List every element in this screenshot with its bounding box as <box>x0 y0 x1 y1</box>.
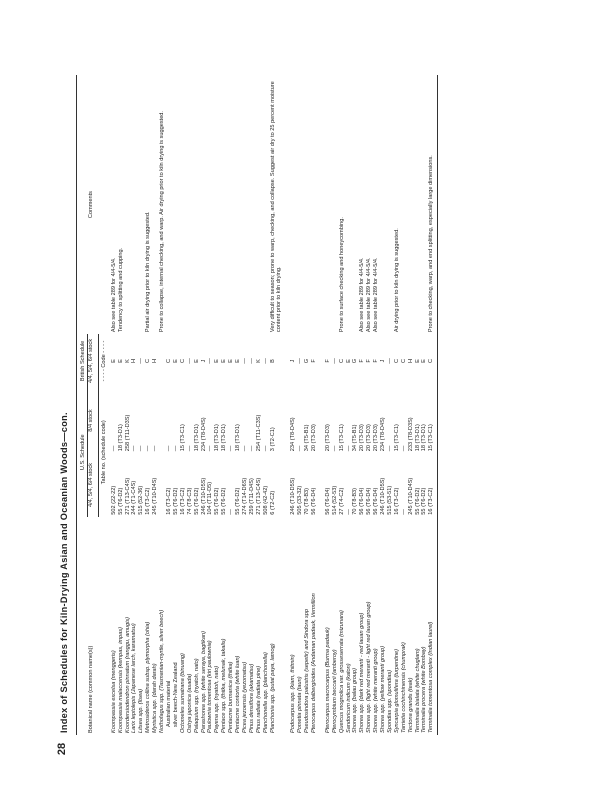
british-code-cell: E <box>117 359 124 363</box>
british-code-cell: — <box>241 358 248 364</box>
table-row <box>394 75 401 735</box>
us-schedule-4-4-cell: 244 (T1-C4S) <box>131 480 138 515</box>
comment-cell <box>332 75 339 334</box>
comment-cell <box>249 75 256 334</box>
us-schedule-4-4-cell: 6 (T2-C2) <box>269 490 276 515</box>
comment-cell <box>187 75 194 334</box>
british-code-cell: — <box>297 358 304 364</box>
comment-cell <box>221 75 228 334</box>
comment-cell <box>352 75 359 334</box>
table-row <box>131 75 138 735</box>
comment-cell <box>387 75 394 334</box>
us-schedule-8-4-cell: — <box>248 445 255 452</box>
us-schedule-4-4-cell: 16 (T3-C2) <box>179 487 186 515</box>
comment-cell <box>207 75 214 334</box>
british-code-cell: C <box>165 358 172 363</box>
table-row <box>366 75 373 735</box>
table-row <box>346 75 353 735</box>
us-schedule-4-4-cell: 246 (T10-D5S) <box>380 477 387 515</box>
us-schedule-4-4-cell: 55 (T6-D2) <box>221 487 228 515</box>
page-number: 28 <box>56 742 69 756</box>
botanical-name-cell: Planchonella spp. (planchonella) <box>262 652 269 733</box>
table-row <box>152 75 159 735</box>
table-row <box>235 75 242 735</box>
us-schedule-8-4-cell: 18 (T3-D1) <box>117 424 124 452</box>
comment-cell <box>325 75 332 334</box>
us-schedule-8-4-cell: 15 (T3-C1) <box>428 424 435 452</box>
table-row <box>145 75 152 735</box>
us-schedule-8-4-cell: — <box>262 445 269 452</box>
us-schedule-4-4-cell: 55 (T6-D2) <box>117 487 124 515</box>
us-schedule-4-4-cell: 246 (T10-D5S) <box>290 477 297 515</box>
us-schedule-4-4-cell: 56 (T6-D4) <box>359 487 366 515</box>
table-row <box>159 75 166 735</box>
british-code-cell: E <box>172 359 179 363</box>
comment-cell: Also see table 289 for 4/4-5/4. <box>366 257 373 333</box>
botanical-name-cell: Pometia pinnata (taun) <box>297 676 304 733</box>
us-schedule-4-4-cell: 271 (T13-C4S) <box>255 477 262 515</box>
table-row <box>352 75 359 735</box>
us-schedule-4-4-cell: 70 (T8-B3) <box>304 487 311 515</box>
british-code-cell: C <box>400 358 407 363</box>
us-schedule-4-4-cell <box>159 453 166 516</box>
table-row <box>408 75 415 735</box>
british-code-cell: H <box>152 358 159 363</box>
us-schedule-4-4-cell: 16 (T3-C2) <box>428 487 435 515</box>
us-schedule-4-4-cell: — <box>400 509 407 515</box>
comment-cell: Tendency to splitting and cupping. <box>117 247 124 333</box>
us-schedule-8-4-cell: — <box>400 445 407 452</box>
table-row <box>194 75 201 735</box>
header-comments: Comments <box>77 75 99 334</box>
botanical-name-cell: Shorea spp. (balau group) <box>352 668 359 733</box>
us-schedule-4-4-cell: 502 (22-22) <box>110 485 117 515</box>
table-row <box>166 75 173 735</box>
us-schedule-8-4-cell: 15 (T3-C1) <box>338 424 345 452</box>
comment-cell <box>290 75 297 334</box>
bottom-rule <box>437 75 438 735</box>
us-schedule-8-4-cell: 15 (T3-C1) <box>179 424 186 452</box>
british-code-cell: E <box>235 359 242 363</box>
header-us-4-4-stock: 4/4, 5/4, 6/4 stock <box>87 453 98 516</box>
us-schedule-8-4-cell: 34 (T5-B1) <box>304 424 311 452</box>
botanical-name-cell: Pinus densiflora (akamatsu) <box>248 663 255 733</box>
us-schedule-8-4-cell: 20 (T3-D3) <box>366 424 373 452</box>
botanical-name-cell: Nothofagus spp. (Tasmanian-myrtle, silver beech) <box>159 609 166 733</box>
us-schedule-4-4-cell: 27 (T4-C2) <box>338 487 345 515</box>
botanical-name-cell: Metrosideros collina subsp. plymorpha (ohia) <box>145 621 152 733</box>
us-schedule-8-4-cell: — <box>110 445 117 452</box>
botanical-name-cell: Australian material <box>165 680 172 727</box>
comment-cell <box>138 75 145 334</box>
comment-cell <box>380 75 387 334</box>
table-row <box>256 75 263 735</box>
botanical-name-cell: Picea jezoensis (yezomatsu) <box>241 661 248 733</box>
british-code-cell: — <box>331 358 338 364</box>
comment-cell <box>235 75 242 334</box>
comment-cell <box>166 75 173 334</box>
table-row <box>428 75 435 735</box>
us-schedule-8-4-cell: 234 (T8-D4S) <box>380 417 387 452</box>
british-code-cell: F <box>373 359 380 363</box>
comment-cell <box>415 75 422 334</box>
us-schedule-8-4-cell: 3 (T2-C1) <box>269 427 276 452</box>
header-british-stock: 4/4, 5/4, 6/4 stock <box>87 334 98 388</box>
table-row <box>380 75 387 735</box>
british-code-cell: F <box>359 359 366 363</box>
us-schedule-8-4-cell: — <box>131 445 138 452</box>
us-schedule-4-4-cell: 259 (T11-D4S) <box>248 478 255 515</box>
us-schedule-8-4-cell: 234 (T8-D4S) <box>200 417 207 452</box>
us-schedule-4-4-cell: 55 (T6-D2) <box>172 487 179 515</box>
british-code-cell: K <box>255 359 262 363</box>
comment-cell: Very difficult to season; prone to warp, checking, and collapse. Suggest air dry to 25 percent moisture content prior to kiln drying. <box>269 81 283 333</box>
us-schedule-4-4-cell: 508 (42-42) <box>262 485 269 515</box>
table-row <box>242 75 249 735</box>
us-schedule-4-4-cell: 55 (T6-D2) <box>214 487 221 515</box>
botanical-name-cell: Shorea spp. (dark red meranti - red lauan group) <box>359 612 366 733</box>
botanical-name-cell: Sandoricum indicum (katon) <box>345 663 352 733</box>
british-code-cell: — <box>248 358 255 364</box>
us-schedule-8-4-cell: 34 (T5-B1) <box>352 424 359 452</box>
us-schedule-4-4-cell: 55 (T6-D2) <box>193 487 200 515</box>
british-code-cell: G <box>352 358 359 364</box>
us-schedule-8-4-cell: — <box>172 445 179 452</box>
table-row <box>304 75 311 735</box>
us-schedule-4-4-cell: 271 (T13-C4S) <box>124 477 131 515</box>
us-schedule-4-4-cell: 56 (T6-D4) <box>373 487 380 515</box>
botanical-name-cell: Octomeles sumatrana (binuang) <box>179 653 186 733</box>
british-code-cell: C <box>145 358 152 363</box>
comment-cell: Prone to collapse, internal checking, and warp. Air drying prior to kiln drying is suggested. <box>159 111 166 333</box>
table-row <box>325 75 332 735</box>
us-schedule-8-4-cell: — <box>228 445 235 452</box>
table-row <box>263 75 270 735</box>
british-code-cell: E <box>414 359 421 363</box>
botanical-name-cell: Pterocarpus dalbergioides (Andaman padauk, Vermillion <box>310 593 317 733</box>
us-schedule-8-4-cell: 18 (T3-D1) <box>421 424 428 452</box>
british-code-cell: B <box>269 359 276 363</box>
table-row <box>373 75 380 735</box>
british-code-cell: J <box>200 359 207 363</box>
botanical-name-cell: silver beech-New Zealand <box>172 662 179 727</box>
us-schedule-8-4-cell: — <box>186 445 193 452</box>
comment-cell <box>180 75 187 334</box>
us-schedule-8-4-cell: — <box>207 445 214 452</box>
table-body <box>98 75 435 735</box>
us-schedule-4-4-cell: 515 (53-51) <box>386 485 393 515</box>
botanical-name-cell: Ostrya japonica (asada) <box>186 673 193 733</box>
us-schedule-8-4-cell: — <box>138 445 145 452</box>
botanical-name-cell: Koordersiodendron pinnatum (ranggu, amugis) <box>124 617 131 733</box>
us-schedule-8-4-cell: 20 (T3-D3) <box>373 424 380 452</box>
botanical-name-cell: Syncarpia glomulifera (turpentine) <box>393 649 400 733</box>
us-schedule-8-4-cell: 18 (T3-D1) <box>235 424 242 452</box>
comment-cell <box>256 75 263 334</box>
header-us-schedule: U.S. Schedule <box>77 388 88 517</box>
kiln-schedule-table <box>76 75 435 735</box>
us-schedule-8-4-cell: 233 (T8-D3S) <box>407 417 414 452</box>
table-row <box>125 75 132 735</box>
us-schedule-4-4-cell: 246 (T10-D5S) <box>200 477 207 515</box>
british-code-cell: C <box>393 358 400 363</box>
botanical-name-cell: Paulownia tomentosa (kiri paulownia) <box>207 640 214 733</box>
british-code-cell: E <box>214 359 221 363</box>
us-schedule-4-4-cell: 70 (T8-B3) <box>352 487 359 515</box>
table-row <box>207 75 214 735</box>
british-code-cell: J <box>380 359 387 363</box>
us-schedule-8-4-cell: 234 (T8-D4S) <box>290 417 297 452</box>
us-schedule-8-4-cell: — <box>386 445 393 452</box>
us-schedule-8-4-cell: 20 (T3-D3) <box>359 424 366 452</box>
us-schedule-4-4-cell: 56 (T6-D4) <box>366 487 373 515</box>
table-row <box>118 75 125 735</box>
british-code-cell: E <box>110 359 117 363</box>
british-code-cell: — <box>186 358 193 364</box>
botanical-name-cell: Larix leptolepis (Japanese larch, karamatsu) <box>131 623 138 733</box>
botanical-name-cell: Myristica spp. (darah darah) <box>152 663 159 733</box>
table-row <box>249 75 256 735</box>
botanical-name-cell: Pinus radiata (radiata pine) <box>255 665 262 733</box>
us-schedule-8-4-cell: — <box>152 445 159 452</box>
us-caption: Table no. (schedule code) <box>100 420 107 485</box>
us-schedule-8-4-cell: 254 (T11-C3S) <box>255 414 262 452</box>
british-code-cell: — <box>207 358 214 364</box>
british-code-cell: F <box>324 359 331 363</box>
us-schedule-4-4-cell: 104 (T11-D5) <box>207 481 214 515</box>
us-schedule-4-4-cell: 16 (T3-C2) <box>393 487 400 515</box>
us-schedule-8-4-cell <box>159 388 166 453</box>
us-schedule-8-4-cell: — <box>345 445 352 452</box>
botanical-name-cell: Terminalia tomentosa complex (Indian laurel) <box>428 621 435 733</box>
us-schedule-4-4-cell: 245 (T10-D4S) <box>407 477 414 515</box>
botanical-name-cell: Palaquium spp. (nyatoh, nato) <box>193 658 200 733</box>
comment-cell: Also see table 289 for 4/4-5/4. <box>373 257 380 333</box>
botanical-name-cell: Litsea spp. (Ilsea) <box>138 688 145 733</box>
comment-cell: Partial air drying prior to kiln drying is suggested. <box>145 211 152 333</box>
us-schedule-4-4-cell: — <box>228 509 235 515</box>
comment-cell: Also see table 289 for 4/4-5/4. <box>110 257 117 333</box>
header-british-schedule: British Schedule <box>77 334 88 388</box>
table-row <box>339 75 346 735</box>
table-row <box>228 75 235 735</box>
botanical-name-cell: Pentacme burmanica (thitka) <box>228 661 235 733</box>
us-schedule-8-4-cell: — <box>145 445 152 452</box>
row-spacer <box>318 75 325 735</box>
comment-cell <box>421 75 428 334</box>
header-us-8-4-stock: 8/4 stock <box>87 388 98 453</box>
table-row <box>270 75 284 735</box>
british-code-cell: F <box>366 359 373 363</box>
table-row <box>401 75 408 735</box>
botanical-name-cell: Shorea spp. (light red meranti - light red lauan group) <box>366 601 373 733</box>
us-schedule-8-4-cell: 18 (T3-D1) <box>214 424 221 452</box>
comment-cell <box>131 75 138 334</box>
us-schedule-4-4-cell: — <box>345 509 352 515</box>
botanical-name-cell: Spondias spp. (spondias) <box>386 669 393 733</box>
table-row <box>290 75 297 735</box>
british-code-cell: K <box>124 359 131 363</box>
british-code-cell: H <box>407 358 414 363</box>
british-code-cell: F <box>310 359 317 363</box>
british-code-cell: — <box>262 358 269 364</box>
page-title: Index of Schedules for Kiln-Drying Asian and Oceanian Woods—con. <box>59 412 69 733</box>
comment-cell <box>228 75 235 334</box>
table-row <box>311 75 318 735</box>
us-schedule-4-4-cell: 274 (T14-D6S) <box>241 477 248 515</box>
comment-cell: Prone to surface checking and honeycombing. <box>338 217 345 333</box>
botanical-name-cell: Podocarpus spp. (kiam, thitmin) <box>290 654 297 733</box>
botanical-name-cell: Pentacme contorta (white luan) <box>235 655 242 733</box>
botanical-name-cell: Pseudosindora palustris (sepetir) and Sindora spp <box>304 608 311 733</box>
comment-cell <box>152 75 159 334</box>
us-schedule-8-4-cell: — <box>297 445 304 452</box>
us-schedule-4-4-cell: 505 (33-32) <box>297 485 304 515</box>
table-row <box>415 75 422 735</box>
us-schedule-8-4-cell: 20 (T3-D3) <box>324 424 331 452</box>
table-row <box>201 75 208 735</box>
british-code-cell: E <box>228 359 235 363</box>
british-code-cell: C <box>428 358 435 363</box>
british-code-cell: C <box>179 358 186 363</box>
botanical-name-cell: Tarrietia cochinchinensis (chumprak) <box>400 642 407 733</box>
comment-cell <box>297 75 304 334</box>
table-row <box>421 75 428 735</box>
table-row <box>180 75 187 735</box>
table-row <box>138 75 145 735</box>
rotated-page-content <box>58 75 578 735</box>
british-code-cell: E <box>221 359 228 363</box>
botanical-name-cell: Koompassia malaccensis (kempas, impas) <box>117 626 124 733</box>
botanical-name-cell: Pterocymbium beccarii (amberoy) <box>331 649 338 733</box>
comment-cell <box>194 75 201 334</box>
british-code-cell: — <box>138 358 145 364</box>
comment-cell <box>401 75 408 334</box>
comment-cell: Also see table 289 for 4/4-5/4. <box>359 257 366 333</box>
botanical-name-cell: Tectona grandis (teak) <box>407 677 414 733</box>
british-code-cell: — <box>386 358 393 364</box>
comment-cell: Air drying prior to kiln drying is suggested. <box>393 228 400 333</box>
british-code-cell: E <box>193 359 200 363</box>
british-code-cell: H <box>131 358 138 363</box>
botanical-name-cell: Planchonia spp. (putat paya, lamog) <box>269 643 276 733</box>
table-row <box>111 75 118 735</box>
british-code-cell: J <box>290 359 297 363</box>
table-row <box>214 75 221 735</box>
botanical-name-cell: Quercus mognolica var. grosseserrata (mizunara) <box>338 610 345 733</box>
botanical-name-cell: Payena spp. (nyatoh, nato) <box>214 665 221 733</box>
comment-cell <box>263 75 270 334</box>
british-code-cell: E <box>421 359 428 363</box>
botanical-name-cell: Pentace spp. (thitka, melunak, takalis) <box>221 638 228 733</box>
us-schedule-4-4-cell: 56 (T6-D4) <box>310 487 317 515</box>
comment-cell <box>173 75 180 334</box>
table-row <box>297 75 304 735</box>
us-schedule-8-4-cell: — <box>331 445 338 452</box>
botanical-name-cell: Parashorea spp. (white seraya, bagtikan) <box>200 631 207 733</box>
botanical-name-cell: Pterocarpus macrocarpus (Burma padauk) <box>324 627 331 733</box>
table-row <box>221 75 228 735</box>
table-row <box>387 75 394 735</box>
us-schedule-8-4-cell: 15 (T3-C1) <box>393 424 400 452</box>
table-row <box>173 75 180 735</box>
british-code-cell: E <box>345 359 352 363</box>
british-code-cell: G <box>304 358 311 364</box>
british-code-cell <box>159 334 166 388</box>
us-schedule-4-4-cell: 245 (T10-D4S) <box>152 477 159 515</box>
botanical-name-cell: Terminalia bialata (white chuglam) <box>414 648 421 733</box>
us-schedule-4-4-cell: 55 (T6-D2) <box>414 487 421 515</box>
comment-cell: Prone to checking, warp, and end splitting, especially large dimensions. <box>428 155 435 333</box>
table-row <box>332 75 339 735</box>
us-schedule-4-4-cell: 515 (52-36) <box>138 485 145 515</box>
comment-cell <box>408 75 415 334</box>
table-row <box>187 75 194 735</box>
comment-cell <box>214 75 221 334</box>
us-schedule-4-4-cell: 74 (T8-C3) <box>186 487 193 515</box>
us-schedule-8-4-cell: 18 (T3-D1) <box>221 424 228 452</box>
comment-cell <box>346 75 353 334</box>
table-row <box>359 75 366 735</box>
us-schedule-8-4-cell: 18 (T3-D1) <box>414 424 421 452</box>
header-botanical-name: Botanical name (common name(s)) <box>77 517 99 735</box>
us-schedule-4-4-cell: 16 (T3-C2) <box>145 487 152 515</box>
us-schedule-8-4-cell: 18 (T3-D1) <box>193 424 200 452</box>
us-schedule-4-4-cell: 16 (T3-C2) <box>165 487 172 515</box>
us-schedule-8-4-cell: 258 (T11-D3S) <box>124 414 131 452</box>
comment-cell <box>201 75 208 334</box>
comment-cell <box>125 75 132 334</box>
us-schedule-4-4-cell: 56 (T6-D4) <box>324 487 331 515</box>
comment-cell <box>242 75 249 334</box>
comment-cell <box>304 75 311 334</box>
british-caption: - - - - Code - - - - <box>100 340 107 382</box>
botanical-name-cell: Terminalia procera (white Bombay) <box>421 646 428 733</box>
us-schedule-4-4-cell: 55 (T6-D2) <box>421 487 428 515</box>
us-schedule-8-4-cell: 20 (T3-D3) <box>310 424 317 452</box>
row-spacer <box>283 75 290 735</box>
botanical-name-cell: Shorea spp. (yellow meranti group) <box>380 645 387 733</box>
botanical-name-cell: Shorea spp. (white meranti group) <box>373 648 380 733</box>
british-code-cell: C <box>338 358 345 363</box>
us-schedule-4-4-cell: 514 (52-53) <box>331 485 338 515</box>
botanical-name-cell: Koompassia excelsa (menggeris) <box>110 650 117 733</box>
comment-cell <box>311 75 318 334</box>
us-schedule-4-4-cell: 55 (T6-D2) <box>235 487 242 515</box>
us-schedule-8-4-cell: — <box>165 445 172 452</box>
us-schedule-8-4-cell: — <box>241 445 248 452</box>
